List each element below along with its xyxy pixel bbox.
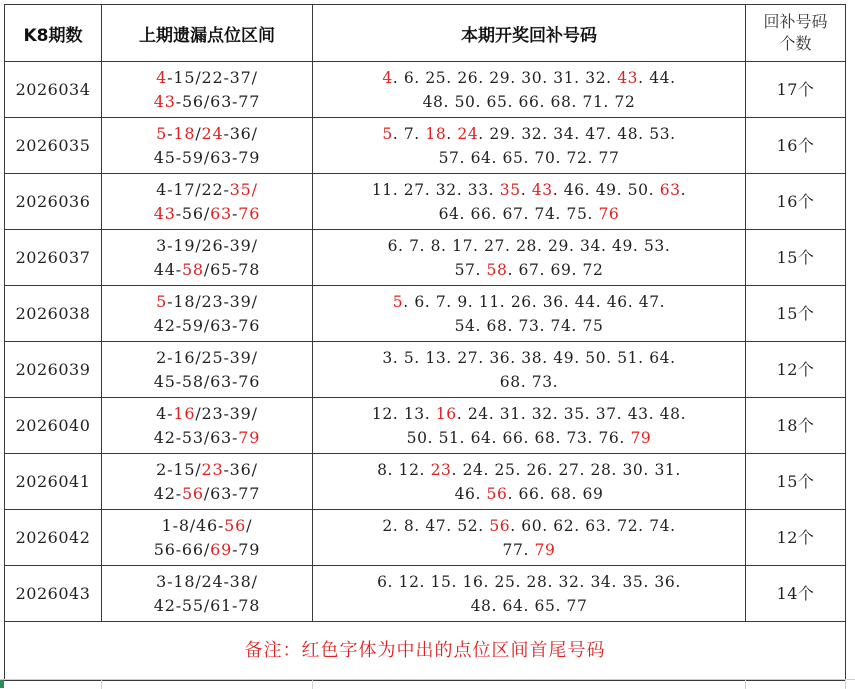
header-issue: K8期数	[5, 5, 102, 62]
number-text: -36/	[223, 123, 258, 143]
count-cell: 12个	[746, 510, 846, 566]
number-text: 57.	[454, 260, 487, 279]
range-cell	[102, 286, 313, 342]
count-cell: 12个	[746, 342, 846, 398]
number-text: . 60. 62. 63. 72. 74.	[510, 516, 676, 535]
highlighted-number: 76	[238, 203, 261, 223]
range-cell	[102, 566, 313, 622]
range-cell-line	[102, 402, 312, 426]
number-text: . 46. 49. 50.	[552, 180, 660, 199]
numbers-cell-line	[313, 290, 745, 314]
highlighted-number: 18	[425, 124, 447, 143]
highlighted-number: 79	[534, 540, 556, 559]
issue-cell: 2026038	[5, 286, 102, 342]
range-cell	[102, 454, 313, 510]
table-row	[5, 454, 846, 510]
numbers-cell-line	[313, 234, 745, 258]
highlighted-number: 35	[499, 180, 521, 199]
numbers-cell-line	[313, 426, 745, 450]
numbers-cell-line	[313, 66, 745, 90]
number-text: 6. 12. 15. 16. 25. 28. 32. 34. 35. 36.	[377, 572, 681, 591]
numbers-cell	[313, 118, 746, 174]
issue-cell: 2026039	[5, 342, 102, 398]
range-cell	[102, 230, 313, 286]
number-text: 4-17/22-	[156, 179, 230, 199]
range-cell-line	[102, 426, 312, 450]
number-text: 48. 50. 65. 66. 68. 71. 72	[422, 92, 636, 111]
number-text: 8. 12.	[377, 460, 431, 479]
highlighted-number: 43	[617, 68, 639, 87]
number-text: -79	[232, 539, 261, 559]
numbers-cell-line	[313, 570, 745, 594]
numbers-cell-line	[313, 458, 745, 482]
range-cell-line	[102, 538, 312, 562]
number-text: 54. 68. 73. 74. 75	[454, 316, 604, 335]
range-cell-line	[102, 202, 312, 226]
header-count-line2: 个数	[779, 34, 812, 53]
number-text: . 66. 68. 69	[507, 484, 604, 503]
highlighted-number: 43	[153, 91, 176, 111]
numbers-cell	[313, 510, 746, 566]
number-text: -56/	[175, 203, 211, 223]
table-row	[5, 62, 846, 118]
highlighted-number: 5	[156, 123, 168, 143]
numbers-cell-line	[313, 346, 745, 370]
number-text: 50. 51. 64. 66. 68. 73. 76.	[406, 428, 631, 447]
number-text: 6. 7. 8. 17. 27. 28. 29. 34. 49. 53.	[387, 236, 671, 255]
number-text: -15/22-37/	[167, 67, 258, 87]
numbers-cell	[313, 286, 746, 342]
range-cell-line	[102, 122, 312, 146]
issue-cell: 2026040	[5, 398, 102, 454]
highlighted-number: 56	[181, 483, 204, 503]
number-text: /	[195, 123, 202, 143]
number-text: 2-15/	[156, 459, 202, 479]
table-body	[5, 62, 846, 622]
table-row	[5, 118, 846, 174]
highlighted-number: 23	[201, 459, 224, 479]
issue-cell: 2026036	[5, 174, 102, 230]
highlighted-number: 4	[382, 68, 393, 87]
number-text: 4-	[156, 403, 174, 423]
highlighted-number: 56	[486, 484, 508, 503]
range-cell-line	[102, 178, 312, 202]
range-cell-line	[102, 514, 312, 538]
numbers-cell	[313, 454, 746, 510]
lottery-table	[4, 4, 846, 681]
range-cell-line	[102, 66, 312, 90]
number-text: 1-8/46-	[161, 515, 225, 535]
range-cell	[102, 62, 313, 118]
number-text: . 44.	[638, 68, 676, 87]
number-text: /65-78	[203, 259, 261, 279]
range-cell-line	[102, 314, 312, 338]
number-text: . 6. 25. 26. 29. 30. 31. 32.	[392, 68, 618, 87]
table-row	[5, 342, 846, 398]
number-text: 11. 27. 32. 33.	[371, 180, 500, 199]
number-text: /63-77	[203, 483, 261, 503]
number-text: -	[167, 123, 174, 143]
highlighted-number: 5	[382, 124, 393, 143]
highlighted-number: 76	[598, 204, 620, 223]
count-cell: 16个	[746, 174, 846, 230]
number-text: 46.	[454, 484, 487, 503]
highlighted-number: 24	[457, 124, 479, 143]
number-text: 3. 5. 13. 27. 36. 38. 49. 50. 51. 64.	[382, 348, 676, 367]
range-cell	[102, 118, 313, 174]
range-cell-line	[102, 234, 312, 258]
issue-cell: 2026035	[5, 118, 102, 174]
issue-cell: 2026034	[5, 62, 102, 118]
numbers-cell-line	[313, 178, 745, 202]
highlighted-number: 69	[210, 539, 233, 559]
number-text: . 7.	[392, 124, 426, 143]
count-cell: 18个	[746, 398, 846, 454]
range-cell	[102, 510, 313, 566]
number-text: 68. 73.	[499, 372, 559, 391]
highlighted-number: 79	[238, 427, 261, 447]
numbers-cell-line	[313, 514, 745, 538]
range-cell	[102, 174, 313, 230]
range-cell-line	[102, 570, 312, 594]
number-text: 3-18/24-38/	[156, 571, 258, 591]
highlighted-number: 16	[173, 403, 196, 423]
table-row	[5, 510, 846, 566]
number-text: 42-53/63-	[153, 427, 239, 447]
number-text: .	[520, 180, 532, 199]
highlighted-number: 63	[659, 180, 681, 199]
note-text: 备注：红色字体为中出的点位区间首尾号码	[5, 622, 846, 681]
number-text: 48. 64. 65. 77	[470, 596, 588, 615]
number-text: -18/23-39/	[167, 291, 258, 311]
header-count-line1: 回补号码	[763, 12, 828, 31]
number-text: 42-55/61-78	[153, 595, 261, 615]
range-cell	[102, 342, 313, 398]
issue-cell: 2026041	[5, 454, 102, 510]
count-cell: 15个	[746, 286, 846, 342]
numbers-cell	[313, 174, 746, 230]
number-text: -36/	[223, 459, 258, 479]
range-cell	[102, 398, 313, 454]
highlighted-number: 16	[435, 404, 457, 423]
numbers-cell-line	[313, 538, 745, 562]
highlighted-number: 23	[430, 460, 452, 479]
numbers-cell-line	[313, 146, 745, 170]
table-row	[5, 398, 846, 454]
number-text: . 24. 31. 32. 35. 37. 43. 48.	[456, 404, 687, 423]
numbers-cell	[313, 566, 746, 622]
highlighted-number: 35	[229, 179, 252, 199]
numbers-cell	[313, 230, 746, 286]
table-row	[5, 566, 846, 622]
number-text: .	[446, 124, 458, 143]
count-cell: 15个	[746, 230, 846, 286]
numbers-cell-line	[313, 402, 745, 426]
highlighted-number: 58	[486, 260, 508, 279]
number-text: 45-59/63-79	[153, 147, 261, 167]
number-text: . 24. 25. 26. 27. 28. 30. 31.	[451, 460, 681, 479]
numbers-cell	[313, 342, 746, 398]
number-text: -56/63-77	[175, 91, 261, 111]
highlighted-number: 56	[489, 516, 511, 535]
range-cell-line	[102, 146, 312, 170]
range-cell-line	[102, 258, 312, 282]
number-text: 2-16/25-39/	[156, 347, 258, 367]
numbers-cell-line	[313, 202, 745, 226]
numbers-cell-line	[313, 314, 745, 338]
highlighted-number: 5	[156, 291, 168, 311]
highlighted-number: 24	[201, 123, 224, 143]
count-cell: 15个	[746, 454, 846, 510]
number-text: -	[232, 203, 239, 223]
range-cell-line	[102, 458, 312, 482]
issue-cell: 2026037	[5, 230, 102, 286]
range-cell-line	[102, 482, 312, 506]
number-text: 42-	[153, 483, 182, 503]
count-cell: 17个	[746, 62, 846, 118]
number-text: 3-19/26-39/	[156, 235, 258, 255]
number-text: 45-58/63-76	[153, 371, 261, 391]
number-text: 12. 13.	[371, 404, 436, 423]
number-text: . 29. 32. 34. 47. 48. 53.	[478, 124, 676, 143]
number-text: 2. 8. 47. 52.	[382, 516, 490, 535]
number-text: /	[246, 515, 253, 535]
header-range: 上期遗漏点位区间	[102, 5, 313, 62]
number-text: 44-	[153, 259, 182, 279]
range-cell-line	[102, 290, 312, 314]
numbers-cell	[313, 398, 746, 454]
count-cell: 16个	[746, 118, 846, 174]
numbers-cell-line	[313, 122, 745, 146]
highlighted-number: 63	[210, 203, 233, 223]
highlighted-number: 43	[153, 203, 176, 223]
highlighted-number: 56	[224, 515, 247, 535]
numbers-cell-line	[313, 258, 745, 282]
range-cell-line	[102, 346, 312, 370]
issue-cell: 2026042	[5, 510, 102, 566]
range-cell-line	[102, 90, 312, 114]
highlighted-number: 4	[156, 67, 168, 87]
header-row	[5, 5, 846, 62]
highlighted-number: 43	[531, 180, 553, 199]
numbers-cell-line	[313, 594, 745, 618]
highlighted-number: 18	[173, 123, 196, 143]
issue-cell: 2026043	[5, 566, 102, 622]
table-row	[5, 286, 846, 342]
numbers-cell-line	[313, 482, 745, 506]
number-text: 77.	[502, 540, 535, 559]
number-text: 42-59/63-76	[153, 315, 261, 335]
header-numbers: 本期开奖回补号码	[313, 5, 746, 62]
highlighted-number: 79	[630, 428, 652, 447]
numbers-cell-line	[313, 370, 745, 394]
count-cell: 14个	[746, 566, 846, 622]
number-text: . 67. 69. 72	[507, 260, 604, 279]
highlighted-number: 58	[181, 259, 204, 279]
number-text: /23-39/	[195, 403, 258, 423]
number-text: . 6. 7. 9. 11. 26. 36. 44. 46. 47.	[403, 292, 666, 311]
note-row	[5, 622, 846, 681]
number-text: 64. 66. 67. 74. 75.	[438, 204, 599, 223]
numbers-cell	[313, 62, 746, 118]
number-text: .	[680, 180, 687, 199]
table-row	[5, 230, 846, 286]
number-text: 56-66/	[153, 539, 211, 559]
table-row	[5, 174, 846, 230]
highlighted-number: /	[251, 179, 258, 199]
header-count	[746, 5, 846, 62]
number-text: 57. 64. 65. 70. 72. 77	[438, 148, 620, 167]
numbers-cell-line	[313, 90, 745, 114]
range-cell-line	[102, 370, 312, 394]
range-cell-line	[102, 594, 312, 618]
highlighted-number: 5	[392, 292, 404, 311]
